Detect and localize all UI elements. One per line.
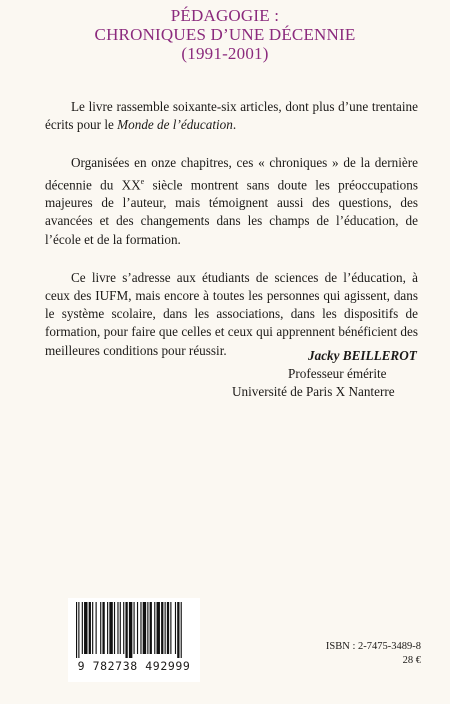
barcode-bar bbox=[181, 602, 182, 658]
paragraph-1 bbox=[45, 98, 418, 134]
book-title bbox=[0, 6, 450, 63]
barcode-bar bbox=[89, 602, 91, 654]
barcode-bar bbox=[140, 602, 141, 654]
barcode-bar bbox=[177, 602, 179, 658]
paragraph-2 bbox=[45, 154, 418, 248]
signature bbox=[232, 347, 417, 402]
author-institution: Université de Paris X Nanterre bbox=[232, 384, 395, 400]
barcode-bar bbox=[123, 602, 124, 654]
barcode-bars bbox=[76, 602, 192, 658]
barcode-bar bbox=[84, 602, 87, 654]
title-line-2: CHRONIQUES D’UNE DÉCENNIE bbox=[94, 25, 356, 44]
barcode bbox=[68, 598, 200, 682]
title-line-1: PÉDAGOGIE : bbox=[170, 6, 280, 25]
barcode-bar bbox=[165, 602, 166, 654]
barcode-bar bbox=[147, 602, 148, 654]
blurb bbox=[45, 98, 418, 360]
author-role: Professeur émérite bbox=[288, 366, 387, 382]
title-line-3: (1991-2001) bbox=[181, 44, 269, 63]
barcode-bar bbox=[102, 602, 104, 654]
paragraph-2-b: siècle montrent sans doute les préoccupations majeures de l’auteur, mais témoignent aussi des questions, des avancées et des changements dans les champs de l’éducation, de l’école et de la formation. bbox=[45, 177, 418, 247]
barcode-bar bbox=[109, 602, 112, 654]
barcode-bar bbox=[150, 602, 152, 654]
barcode-bar bbox=[170, 602, 171, 654]
barcode-digits: 9 782738 492999 bbox=[77, 659, 191, 673]
price: 28 € bbox=[402, 655, 421, 666]
author-name: Jacky BEILLEROT bbox=[308, 348, 417, 363]
barcode-bar bbox=[117, 602, 118, 654]
paragraph-1-end: . bbox=[232, 117, 237, 133]
barcode-bar bbox=[107, 602, 108, 654]
isbn-label: ISBN : 2-7475-3489-8 bbox=[325, 641, 421, 652]
barcode-bar bbox=[143, 602, 146, 654]
barcode-bar bbox=[175, 602, 176, 654]
barcode-bar bbox=[96, 602, 97, 654]
barcode-bar bbox=[154, 602, 155, 654]
barcode-bar bbox=[120, 602, 121, 654]
barcode-bar bbox=[114, 602, 115, 654]
barcode-bar bbox=[92, 602, 93, 654]
barcode-bar bbox=[76, 602, 77, 658]
barcode-bar bbox=[100, 602, 101, 654]
isbn-block bbox=[295, 640, 421, 668]
barcode-bar bbox=[125, 602, 127, 658]
barcode-bar bbox=[161, 602, 163, 654]
paragraph-3: Ce livre s’adresse aux étudiants de sciences de l’éducation, à ceux des IUFM, mais encore à toutes les personnes qui agissent, dans le système scolaire, dans les associations, dans les dispositifs de formation, pour faire que celles et ceux qui apprennent bénéficient des meilleures conditions pour réussir. bbox=[45, 269, 418, 358]
paragraph-1-text: Le livre rassemble soixante-six articles, dont plus d’une trentaine écrits pour le bbox=[45, 99, 418, 133]
barcode-bar bbox=[129, 602, 132, 658]
barcode-bar bbox=[167, 602, 169, 654]
barcode-bar bbox=[134, 602, 135, 654]
paragraph-2-a: Organisées en onze chapitres, ces « chroniques » de la dernière décennie du XX bbox=[45, 155, 418, 192]
barcode-bar bbox=[82, 602, 83, 654]
century-superscript: e bbox=[140, 176, 145, 186]
barcode-bar bbox=[137, 602, 138, 654]
barcode-bar bbox=[78, 602, 79, 658]
barcode-bar bbox=[157, 602, 160, 654]
journal-title: Monde de l’éducation bbox=[117, 117, 233, 133]
